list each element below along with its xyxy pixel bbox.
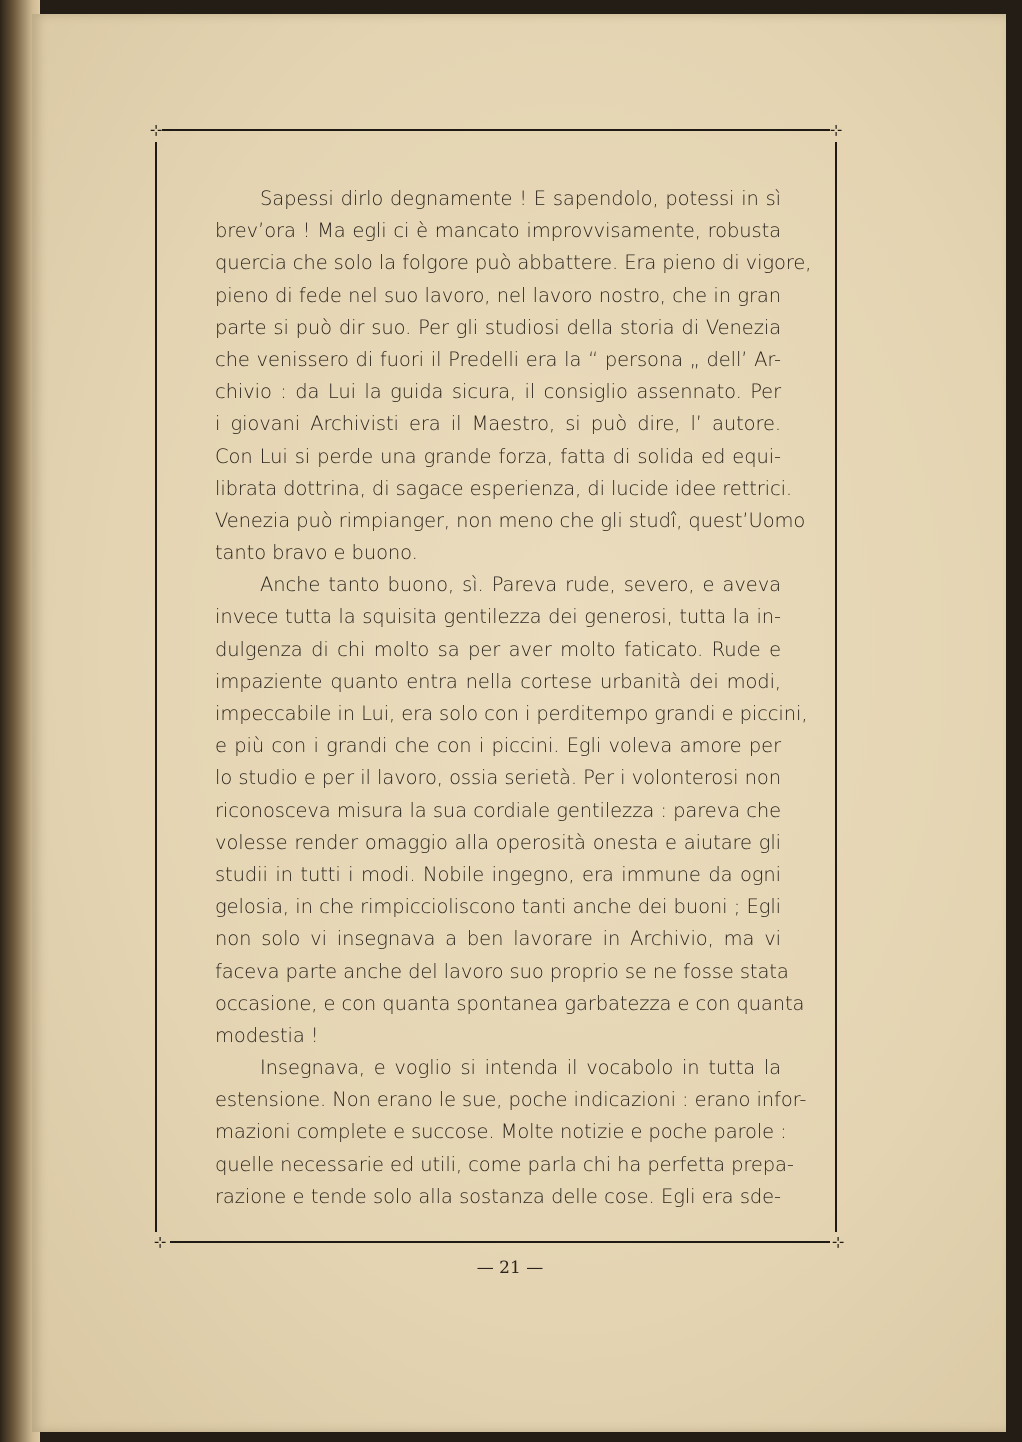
body-text [215,183,812,1213]
text-line: i giovani Archivisti era il Maestro, si può dire, l’ autore. [215,412,781,436]
text-line: Sapessi dirlo degnamente ! E sapendolo, potessi in sì [260,187,781,210]
text-line: studii in tutti i modi. Nobile ingegno, era immune da ogni [215,862,781,886]
frame-left-rule [155,142,157,1232]
text-line: mazioni complete e succose. Molte notizie e poche parole : [215,1120,787,1144]
corner-ornament-icon: ⊹ [831,1233,845,1251]
text-line: faceva parte anche del lavoro suo proprio se ne fosse stata [215,959,789,983]
text-line: volesse render omaggio alla operosità onesta e aiutare gli [215,830,781,854]
corner-ornament-icon: ⊹ [149,121,163,139]
text-line: gelosia, in che rimpiccioliscono tanti anche dei buoni ; Egli [215,895,781,919]
text-line: pieno di fede nel suo lavoro, nel lavoro nostro, che in gran [215,283,781,307]
text-line: che venissero di fuori il Predelli era la “ persona „ dell’ Ar- [215,347,781,371]
text-line: modestia ! [215,1023,319,1047]
page-number: — 21 — [476,1258,544,1278]
corner-ornament-icon: ⊹ [829,121,843,139]
text-line: quercia che solo la folgore può abbattere. Era pieno di vigore, [215,251,812,275]
text-line: impeccabile in Lui, era solo con i perditempo grandi e piccini, [215,702,808,725]
text-line: tanto bravo e buono. [215,541,418,565]
text-line: impaziente quanto entra nella cortese urbanità dei modi, [215,669,781,693]
text-line: Venezia può rimpianger, non meno che gli studî, quest’Uomo [215,508,806,532]
text-line: Anche tanto buono, sì. Pareva rude, severo, e aveva [260,573,781,597]
frame-bottom-rule [170,1241,830,1243]
text-line: non solo vi insegnava a ben lavorare in Archivio, ma vi [215,927,781,951]
frame-right-rule [835,142,837,1232]
text-line: brev’ora ! Ma egli ci è mancato improvvisamente, robusta [215,219,781,243]
text-line: quelle necessarie ed utili, come parla chi ha perfetta prepa- [215,1152,794,1176]
corner-ornament-icon: ⊹ [153,1233,167,1251]
text-line: estensione. Non erano le sue, poche indicazioni : erano infor- [215,1088,807,1112]
text-line: Insegnava, e voglio si intenda il vocabolo in tutta la [260,1056,781,1080]
text-line: razione e tende solo alla sostanza delle cose. Egli era sde- [215,1184,781,1208]
text-line: dulgenza di chi molto sa per aver molto faticato. Rude e [215,637,781,661]
text-line: e più con i grandi che con i piccini. Egli voleva amore per [215,734,781,758]
text-line: invece tutta la squisita gentilezza dei generosi, tutta la in- [215,605,781,629]
text-line: riconosceva misura la sua cordiale gentilezza : pareva che [215,798,781,822]
text-line: occasione, e con quanta spontanea garbatezza e con quanta [215,991,805,1015]
text-line: librata dottrina, di sagace esperienza, di lucide idee rettrici. [215,476,793,500]
text-line: lo studio e per il lavoro, ossia serietà. Per i volonterosi non [215,766,781,790]
text-line: Con Lui si perde una grande forza, fatta di solida ed equi- [215,444,781,468]
text-line: parte si può dir suo. Per gli studiosi della storia di Venezia [215,315,781,339]
frame-top-rule [162,129,830,131]
text-line: chivio : da Lui la guida sicura, il consiglio assennato. Per [215,380,781,404]
